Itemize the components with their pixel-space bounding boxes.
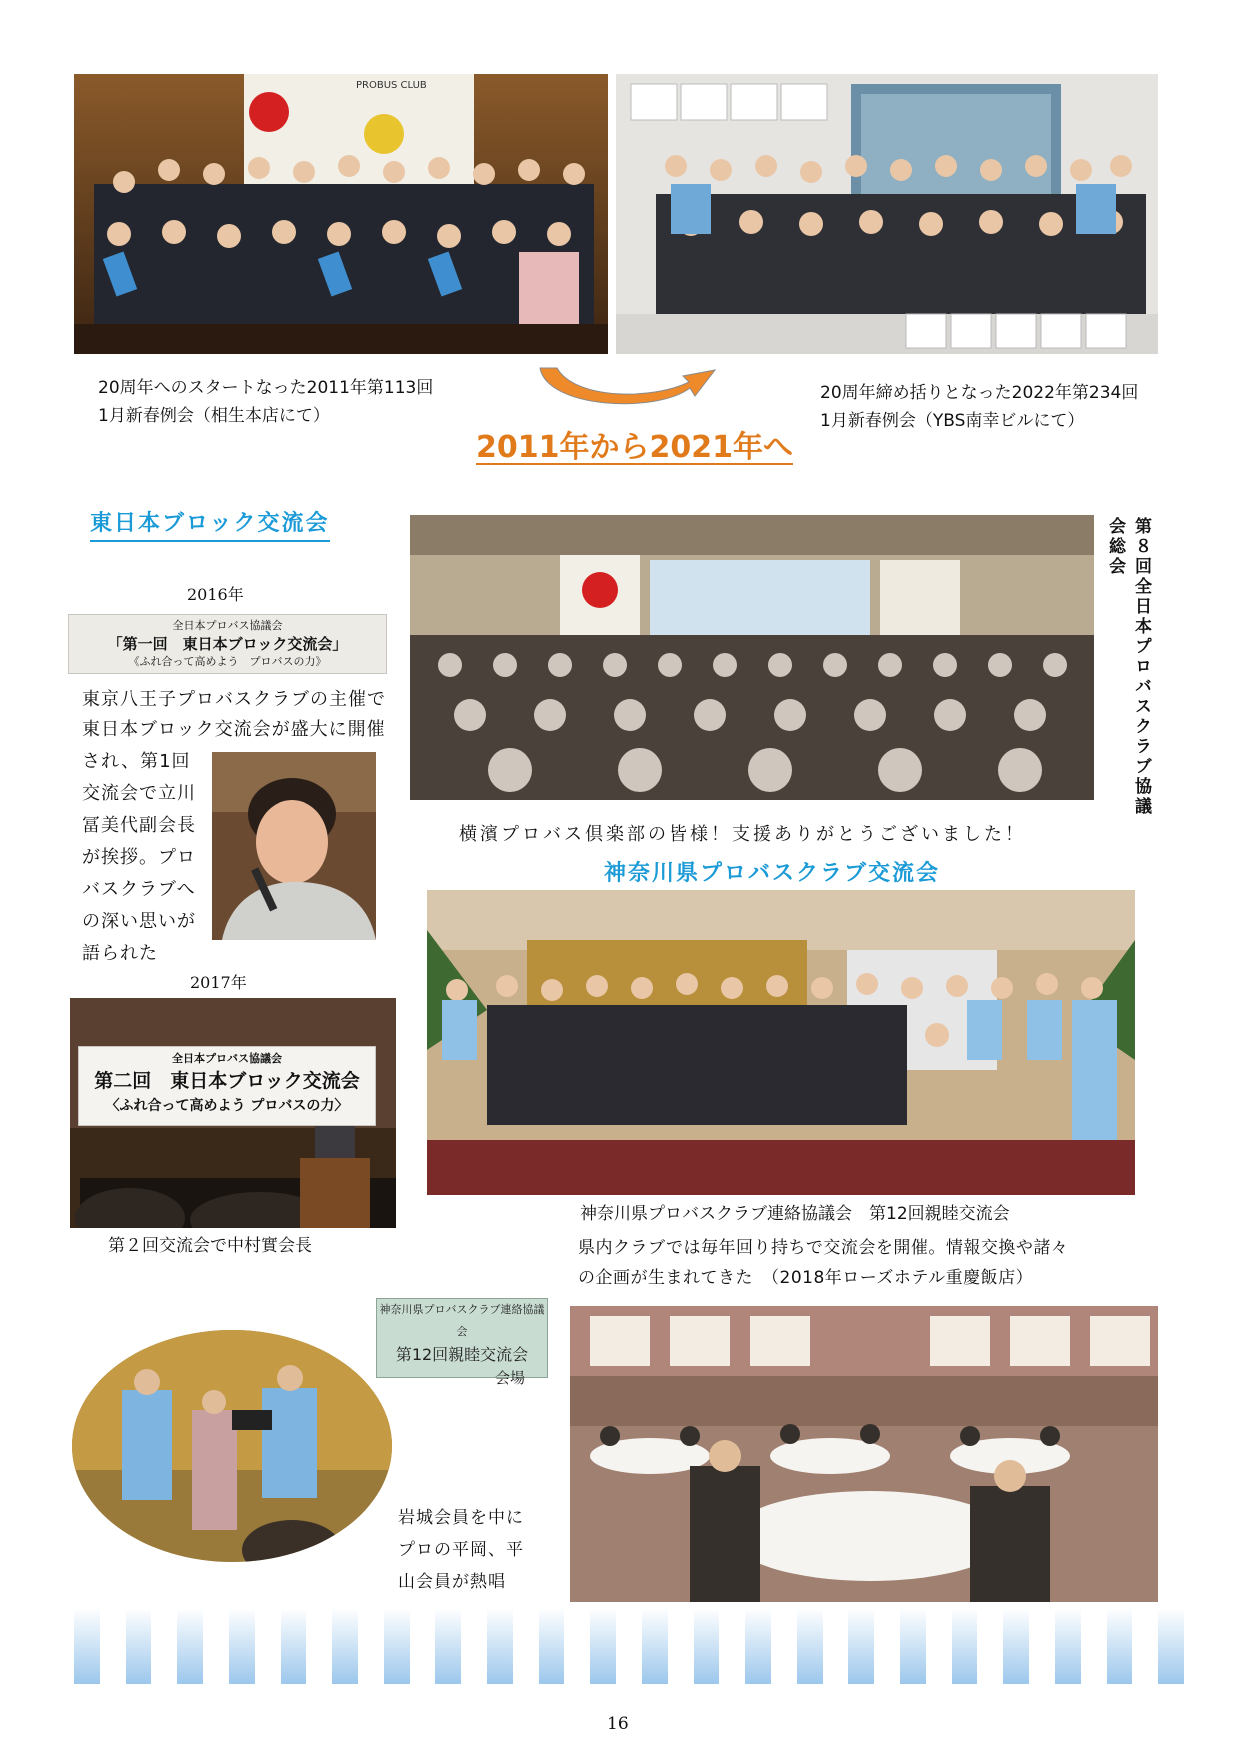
venue-sign bbox=[376, 1298, 548, 1387]
year-2017: 2017年 bbox=[190, 973, 247, 992]
transition-arrow-icon bbox=[535, 362, 720, 414]
backdrop-label: PROBUS CLUB bbox=[356, 80, 427, 91]
caption-top-left-line2: 1月新春例会（相生本店にて） bbox=[98, 406, 330, 426]
caption-2017: 第２回交流会で中村實会長 bbox=[108, 1236, 312, 1256]
photo-general-assembly bbox=[410, 515, 1094, 800]
singers-line: 岩城会員を中に bbox=[398, 1508, 524, 1528]
center-title: 2011年から2021年へ bbox=[476, 430, 793, 465]
east-japan-text-line2: 東日本ブロック交流会が盛大に開催 bbox=[82, 719, 386, 740]
side-line: の深い思いが bbox=[82, 911, 196, 932]
thanks-message: 横濱プロバス倶楽部の皆様！支援ありがとうございました！ bbox=[459, 824, 1026, 845]
east-japan-heading: 東日本ブロック交流会 bbox=[90, 510, 330, 542]
venue-sign-line2: 第12回親睦交流会 bbox=[395, 1345, 529, 1364]
kanagawa-caption-line1: 県内クラブでは毎年回り持ちで交流会を開催。情報交換や諸々 bbox=[578, 1238, 1069, 1258]
page-number: 16 bbox=[607, 1714, 629, 1734]
side-line: が挨拶。プロ bbox=[82, 847, 196, 868]
singers-line: 山会員が熱唱 bbox=[398, 1572, 506, 1592]
banner-2017-line1: 全日本プロバス協議会 bbox=[172, 1052, 282, 1065]
side-line: バスクラブへ bbox=[82, 879, 196, 900]
banner-2016-line2: 「第一回 東日本ブロック交流会」 bbox=[107, 635, 348, 653]
banner-2016 bbox=[68, 614, 387, 674]
venue-sign-line1: 神奈川県プロバスクラブ連絡協議会 bbox=[379, 1303, 545, 1338]
banner-2017-line2: 第二回 東日本ブロック交流会 bbox=[94, 1070, 360, 1092]
banner-2017-line3: 〈ふれ合って高めよう プロバスの力〉 bbox=[105, 1098, 349, 1114]
photo-vice-president-speech bbox=[212, 752, 376, 940]
east-japan-text-line1: 東京八王子プロバスクラブの主催で bbox=[82, 689, 386, 710]
singers-caption bbox=[398, 1502, 524, 1598]
photo-singers bbox=[72, 1330, 392, 1562]
caption-top-right-line2: 1月新春例会（YBS南幸ビルにて） bbox=[820, 411, 1085, 431]
banner-2017 bbox=[78, 1046, 376, 1126]
east-japan-side-text bbox=[82, 746, 196, 970]
photo-2011-new-year-meeting bbox=[74, 74, 608, 354]
singers-line: プロの平岡、平 bbox=[398, 1540, 524, 1560]
banner-2016-line1: 全日本プロバス協議会 bbox=[172, 619, 283, 632]
photo-2022-new-year-meeting bbox=[616, 74, 1158, 354]
photo-banquet-hall bbox=[570, 1306, 1158, 1602]
venue-sign-line3: 会場 bbox=[494, 1369, 525, 1387]
decorative-stripes bbox=[74, 1608, 1184, 1684]
side-line: され、第1回 bbox=[82, 751, 191, 772]
side-line: 語られた bbox=[82, 943, 158, 964]
kanagawa-caption-line2: の企画が生まれてきた （2018年ローズホテル重慶飯店） bbox=[578, 1268, 1034, 1288]
caption-top-right-line1: 20周年締め括りとなった2022年第234回 bbox=[820, 383, 1139, 403]
side-line: 冨美代副会長 bbox=[82, 815, 196, 836]
kanagawa-caption-title: 神奈川県プロバスクラブ連絡協議会 第12回親睦交流会 bbox=[580, 1204, 1010, 1224]
side-line: 交流会で立川 bbox=[82, 783, 196, 804]
photo-kanagawa-group bbox=[427, 890, 1135, 1195]
banner-2016-line3: 《ふれ合って高めよう プロバスの力》 bbox=[128, 655, 327, 668]
general-assembly-vertical-caption: 第８回全日本プロバスクラブ協議会総会 bbox=[1105, 517, 1151, 817]
caption-top-left-line1: 20周年へのスタートなった2011年第113回 bbox=[98, 378, 434, 398]
year-2016: 2016年 bbox=[187, 585, 244, 604]
kanagawa-heading: 神奈川県プロバスクラブ交流会 bbox=[604, 860, 940, 892]
